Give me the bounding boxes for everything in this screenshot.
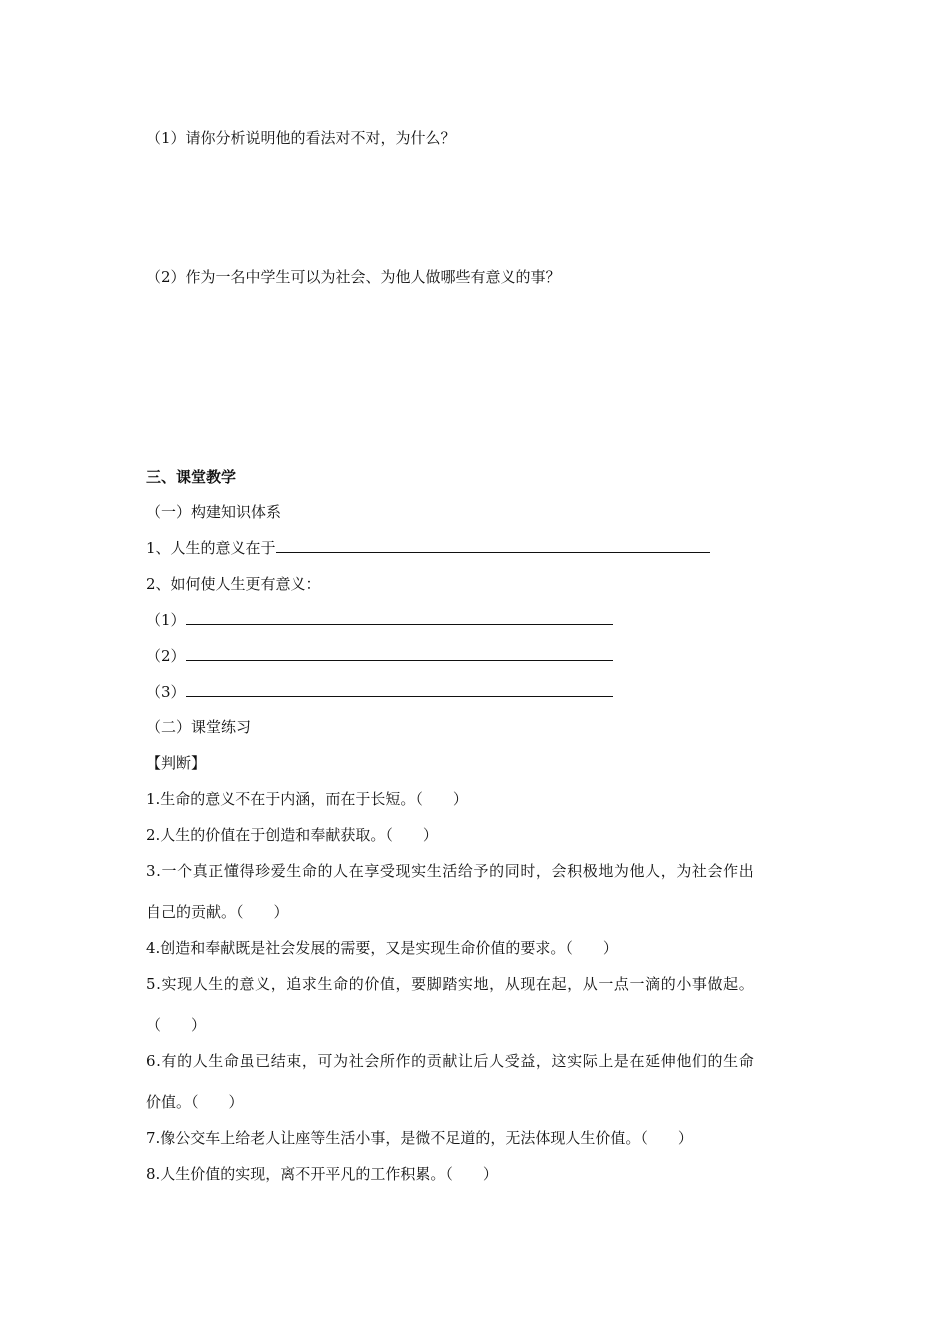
sub-item-2 bbox=[146, 646, 613, 666]
judgment-6-line-2: 价值。（ ） bbox=[146, 1093, 244, 1111]
sub-item-label: （1） bbox=[146, 611, 186, 629]
part1-title: （一）构建知识体系 bbox=[146, 503, 282, 521]
fill-item-2-label: 2、如何使人生更有意义： bbox=[146, 575, 321, 593]
judgment-3-line-1: 3.一个真正懂得珍爱生命的人在享受现实生活给予的同时，会积极地为他人，为社会作出 bbox=[146, 862, 755, 880]
answer-blank[interactable] bbox=[186, 610, 613, 625]
sub-item-label: （3） bbox=[146, 683, 186, 701]
answer-blank[interactable] bbox=[276, 538, 710, 553]
question-2: （2）作为一名中学生可以为社会、为他人做哪些有意义的事？ bbox=[146, 268, 561, 286]
judgment-1: 1.生命的意义不在于内涵，而在于长短。（ ） bbox=[146, 790, 468, 808]
judgment-8: 8.人生价值的实现，离不开平凡的工作积累。（ ） bbox=[146, 1165, 498, 1183]
answer-blank[interactable] bbox=[186, 682, 613, 697]
sub-item-3 bbox=[146, 682, 613, 702]
part2-title: （二）课堂练习 bbox=[146, 718, 252, 736]
judgment-7: 7.像公交车上给老人让座等生活小事，是微不足道的，无法体现人生价值。（ ） bbox=[146, 1129, 693, 1147]
sub-item-1 bbox=[146, 610, 613, 630]
answer-blank[interactable] bbox=[186, 646, 613, 661]
question-1: （1）请你分析说明他的看法对不对，为什么？ bbox=[146, 129, 456, 147]
judgment-4: 4.创造和奉献既是社会发展的需要，又是实现生命价值的要求。（ ） bbox=[146, 939, 618, 957]
fill-item-1 bbox=[146, 538, 710, 558]
sub-item-label: （2） bbox=[146, 647, 186, 665]
judgment-5-line-2: （ ） bbox=[146, 1016, 207, 1034]
section-heading: 三、课堂教学 bbox=[146, 468, 237, 486]
judge-title: 【判断】 bbox=[146, 754, 207, 772]
judgment-3-line-2: 自己的贡献。（ ） bbox=[146, 903, 289, 921]
judgment-6-line-1: 6.有的人生命虽已结束，可为社会所作的贡献让后人受益，这实际上是在延伸他们的生命 bbox=[146, 1052, 755, 1070]
judgment-2: 2.人生的价值在于创造和奉献获取。（ ） bbox=[146, 826, 438, 844]
judgment-5-line-1: 5.实现人生的意义，追求生命的价值，要脚踏实地，从现在起，从一点一滴的小事做起。 bbox=[146, 975, 755, 993]
fill-item-1-label: 1、人生的意义在于 bbox=[146, 539, 276, 557]
